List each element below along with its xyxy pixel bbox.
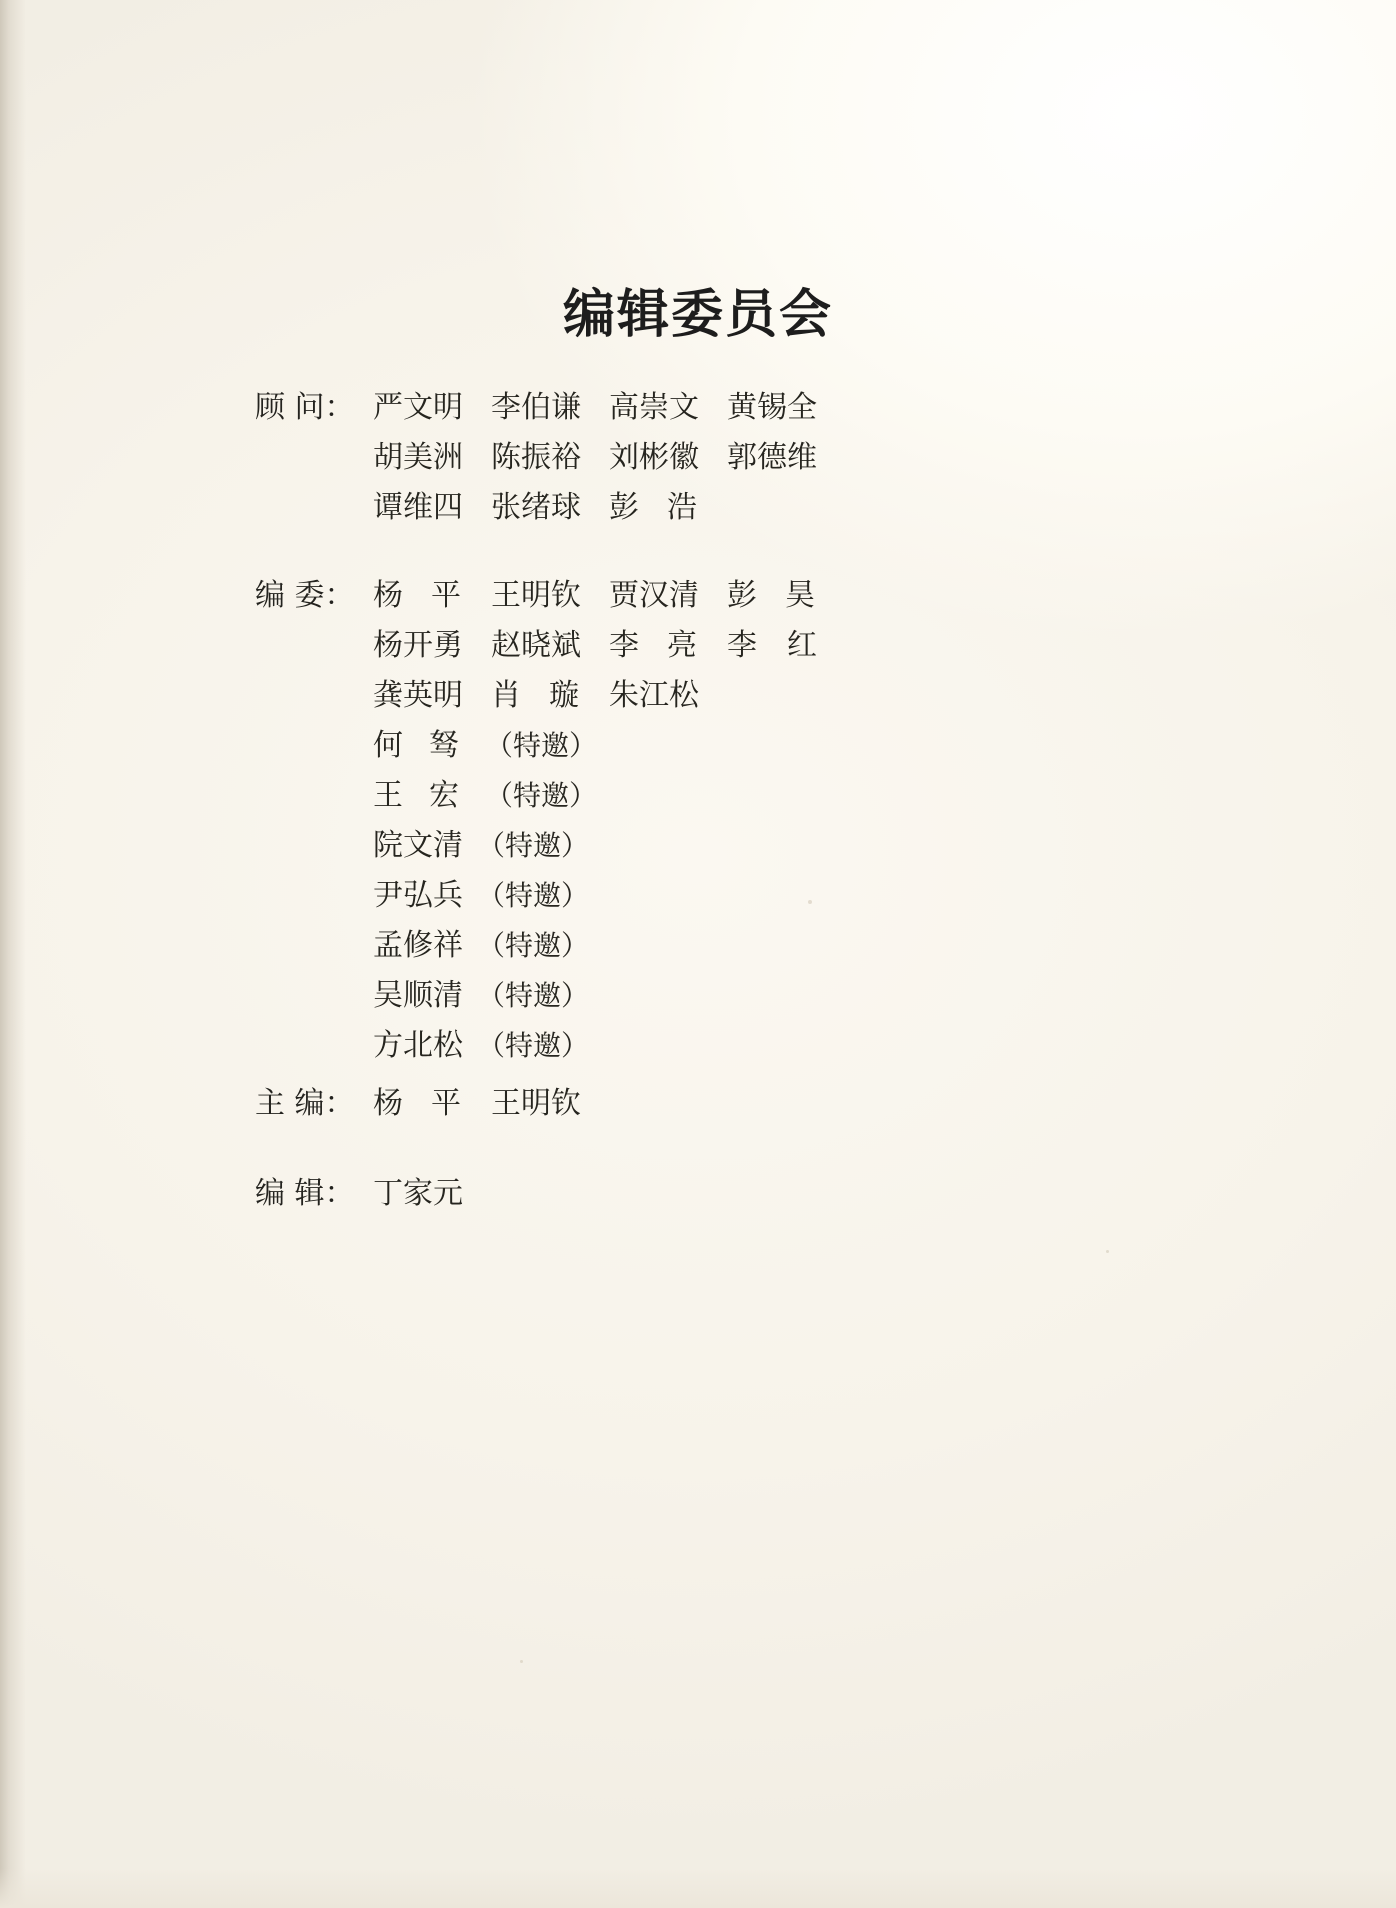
advisor-name: 高崇文 bbox=[609, 390, 699, 425]
invited-row bbox=[255, 770, 1155, 820]
section-advisors bbox=[255, 382, 1155, 532]
invited-name: 尹弘兵 bbox=[373, 878, 463, 913]
invited-member bbox=[373, 970, 589, 1014]
committee-name: 王明钦 bbox=[491, 578, 581, 613]
invited-tag: （特邀） bbox=[477, 879, 590, 912]
committee-row-2 bbox=[255, 620, 1155, 670]
invited-row bbox=[255, 920, 1155, 970]
editor-name: 丁家元 bbox=[373, 1176, 463, 1211]
section-chief-editor bbox=[255, 1078, 1155, 1128]
committee-name: 赵晓斌 bbox=[491, 628, 581, 663]
advisor-name: 李伯谦 bbox=[491, 390, 581, 425]
committee-name: 贾汉清 bbox=[609, 578, 699, 613]
page-title: 编辑委员会 bbox=[562, 285, 833, 345]
committee-names-row-1 bbox=[373, 570, 845, 614]
chief-editor-name: 杨平 bbox=[373, 1086, 489, 1121]
invited-name: 院文清 bbox=[373, 828, 463, 863]
committee-name: 朱江松 bbox=[609, 678, 699, 713]
committee-row-1 bbox=[255, 570, 1155, 620]
committee-name: 杨平 bbox=[373, 578, 489, 613]
advisor-name: 严文明 bbox=[373, 390, 463, 425]
advisor-name: 郭德维 bbox=[727, 440, 817, 475]
committee-names-row-3 bbox=[373, 670, 727, 714]
committee-name: 李红 bbox=[727, 628, 847, 663]
committee-name: 杨开勇 bbox=[373, 628, 463, 663]
advisor-name: 胡美洲 bbox=[373, 440, 463, 475]
advisors-row-2 bbox=[255, 432, 1155, 482]
invited-row bbox=[255, 1020, 1155, 1070]
committee-name: 李亮 bbox=[609, 628, 725, 663]
advisors-names-row-2 bbox=[373, 432, 845, 476]
invited-tag: （特邀） bbox=[477, 979, 590, 1012]
invited-member bbox=[373, 920, 589, 964]
editor-row bbox=[255, 1168, 1155, 1218]
advisor-name: 谭维四 bbox=[373, 490, 463, 525]
advisors-row-1 bbox=[255, 382, 1155, 432]
invited-name: 吴顺清 bbox=[373, 978, 463, 1013]
invited-name: 方北松 bbox=[373, 1028, 463, 1063]
invited-tag: （特邀） bbox=[477, 1029, 590, 1062]
invited-member bbox=[373, 770, 597, 814]
committee-label: 编 委： bbox=[255, 578, 355, 613]
committee-name: 肖璇 bbox=[491, 678, 607, 713]
invited-name: 何驽 bbox=[373, 728, 485, 763]
advisor-name: 刘彬徽 bbox=[609, 440, 699, 475]
editor-names bbox=[373, 1168, 491, 1212]
chief-editor-row bbox=[255, 1078, 1155, 1128]
invited-name: 孟修祥 bbox=[373, 928, 463, 963]
committee-name: 龚英明 bbox=[373, 678, 463, 713]
committee-row-3 bbox=[255, 670, 1155, 720]
chief-editor-names bbox=[373, 1078, 609, 1122]
chief-editor-name: 王明钦 bbox=[491, 1086, 581, 1121]
advisors-row-3 bbox=[255, 482, 1155, 532]
advisor-name: 彭浩 bbox=[609, 490, 725, 525]
advisors-names-row-3 bbox=[373, 482, 727, 526]
section-committee bbox=[255, 570, 1155, 1070]
invited-name: 王宏 bbox=[373, 778, 485, 813]
advisors-label: 顾 问： bbox=[255, 390, 355, 425]
committee-names-row-2 bbox=[373, 620, 845, 664]
invited-member bbox=[373, 720, 597, 764]
invited-row bbox=[255, 970, 1155, 1020]
invited-member bbox=[373, 820, 589, 864]
advisor-name: 陈振裕 bbox=[491, 440, 581, 475]
invited-tag: （特邀） bbox=[477, 829, 590, 862]
advisor-name: 张绪球 bbox=[491, 490, 581, 525]
invited-tag: （特邀） bbox=[477, 929, 590, 962]
chief-editor-label: 主 编： bbox=[255, 1086, 355, 1121]
invited-tag: （特邀） bbox=[485, 779, 598, 812]
editor-label: 编 辑： bbox=[255, 1176, 355, 1211]
section-editor bbox=[255, 1168, 1155, 1218]
invited-row bbox=[255, 720, 1155, 770]
invited-member bbox=[373, 870, 589, 914]
invited-row bbox=[255, 870, 1155, 920]
invited-tag: （特邀） bbox=[485, 729, 598, 762]
invited-row bbox=[255, 820, 1155, 870]
advisors-names-row-1 bbox=[373, 382, 845, 426]
advisor-name: 黄锡全 bbox=[727, 390, 817, 425]
invited-member bbox=[373, 1020, 589, 1064]
committee-name: 彭昊 bbox=[727, 578, 843, 613]
